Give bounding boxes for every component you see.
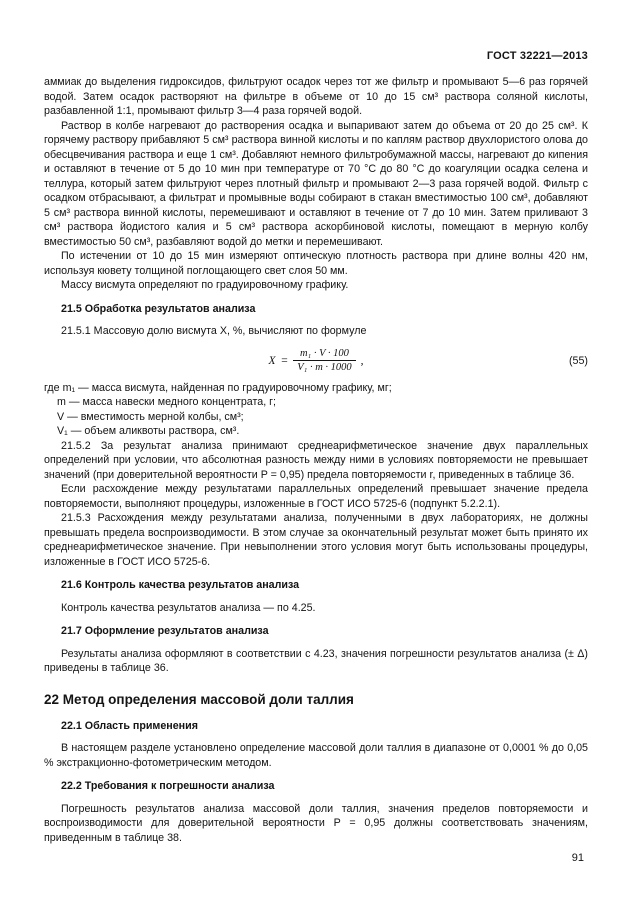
formula-numerator: m₁ · V · 100 — [299, 347, 349, 359]
heading-22-2: 22.2 Требования к погрешности анализа — [61, 780, 275, 792]
legend-line: V — вместимость мерной колбы, см³; — [57, 410, 244, 423]
paragraph-21-5-1: 21.5.1 Массовую долю висмута X, %, вычисляют по формуле — [61, 325, 367, 337]
heading-22-1: 22.1 Область применения — [61, 719, 198, 732]
legend-line: V₁ — объем аликвоты раствора, см³. — [57, 425, 240, 437]
formula-denominator: V₁ · m · 1000 — [293, 360, 355, 374]
formula-comma: , — [360, 354, 364, 367]
formula-lhs: X — [268, 354, 276, 367]
equation-number: (55) — [568, 354, 588, 367]
document-content — [44, 75, 588, 845]
paragraph-21-5-2b: Если расхождение между результатами параллельных определений превышает значение предела повторяемости, выполняют процедуры, изложенные в ГОСТ ИСО 5725-6 (подпункт 5.2.2.1). — [44, 483, 588, 510]
legend-line: m — масса навески медного концентрата, г; — [57, 396, 277, 408]
formula-fraction — [293, 348, 355, 374]
legend-line: где m₁ — масса висмута, найденная по градуировочному графику, мг; — [44, 381, 392, 394]
formula-legend — [44, 381, 588, 439]
page-number: 91 — [571, 852, 584, 864]
paragraph-21-6: Контроль качества результатов анализа — по 4.25. — [61, 601, 316, 614]
heading-21-7: 21.7 Оформление результатов анализа — [61, 625, 269, 637]
paragraph-21-5-2: 21.5.2 За результат анализа принимают среднеарифметическое значение двух параллельных определений при условии, что абсолютная разность между ними в условиях повторяемости не превышает значений (при доверительной вероятности P = 0,95) предела повторяемости r, приведенных в таблице 36. — [44, 439, 588, 481]
paragraph-21-7: Результаты анализа оформляют в соответствии с 4.23, значения погрешности результатов анализа (± Δ) приведены в таблице 36. — [44, 647, 588, 674]
paragraph-bismuth-mass: Массу висмута определяют по градуировочному графику. — [61, 279, 349, 291]
heading-21-5: 21.5 Обработка результатов анализа — [61, 302, 256, 315]
formula-equals: = — [280, 354, 289, 367]
doc-number-header: ГОСТ 32221—2013 — [486, 50, 588, 62]
paragraph-optical-density: По истечении от 10 до 15 мин измеряют оптическую плотность раствора при длине волны 420 нм, используя кювету толщиной поглощающего свет слоя 50 мм. — [44, 250, 588, 277]
paragraph-solution: Раствор в колбе нагревают до растворения осадка и выпаривают затем до объема от 20 до 25 см³. К горячему раствору прибавляют 5 см³ раствора винной кислоты и по каплям раствор двухлористого олова до обесцвечивания раствора и еще 1 см³. Добавляют немного фильтробумажной массы, нагревают до кипения и оставляют в течение от 5 до 10 мин при температуре от 70 °С до 80 °С до коагуляции осадка селена и теллура, который затем фильтруют через плотный фильтр и промывают 2—3 раза горячей водой. Фильтр с осадком отбрасывают, а фильтрат и промывные воды собирают в стакан вместимостью 100 см³, добавляют 5 см³ раствора винной кислоты, перемешивают и оставляют в течение от 7 до 10 мин. Затем приливают 3 см³ раствора йодистого калия и 5 см³ раствора аскорбиновой кислоты, помещают в мерную колбу вместимостью 50 см³, разбавляют водой до метки и перемешивают. — [44, 119, 588, 248]
heading-21-6: 21.6 Контроль качества результатов анализа — [61, 579, 300, 591]
formula-55 — [44, 348, 588, 374]
heading-section-22: 22 Метод определения массовой доли таллия — [44, 691, 354, 707]
paragraph-21-5-3: 21.5.3 Расхождения между результатами анализа, полученными в двух лабораториях, не должны превышать предела воспроизводимости. В этом случае за окончательный результат может быть принято их среднеарифметическое значение. При невыполнении этого условия могут быть использованы процедуры, изложенные в ГОСТ ИСО 5725-6. — [44, 512, 588, 568]
paragraph-continuation: аммиак до выделения гидроксидов, фильтруют осадок через тот же фильтр и промывают 5—6 раз горячей водой. Затем осадок растворяют на фильтре в объеме от 10 до 15 см³ раствора соляной кислоты, разбавленной 1:1, промывают фильтр 3—4 раза горячей водой. — [44, 76, 588, 117]
formula-expression — [268, 348, 363, 374]
paragraph-22-1: В настоящем разделе установлено определение массовой доли таллия в диапазоне от 0,0001 % до 0,05 % экстракционно-фотометрическим методом. — [44, 742, 588, 769]
paragraph-22-2: Погрешность результатов анализа массовой доли таллия, значения пределов повторяемости и воспроизводимости для доверительной вероятности P = 0,95 должны соответствовать значениям, приведенным в таблице 38. — [44, 802, 588, 844]
